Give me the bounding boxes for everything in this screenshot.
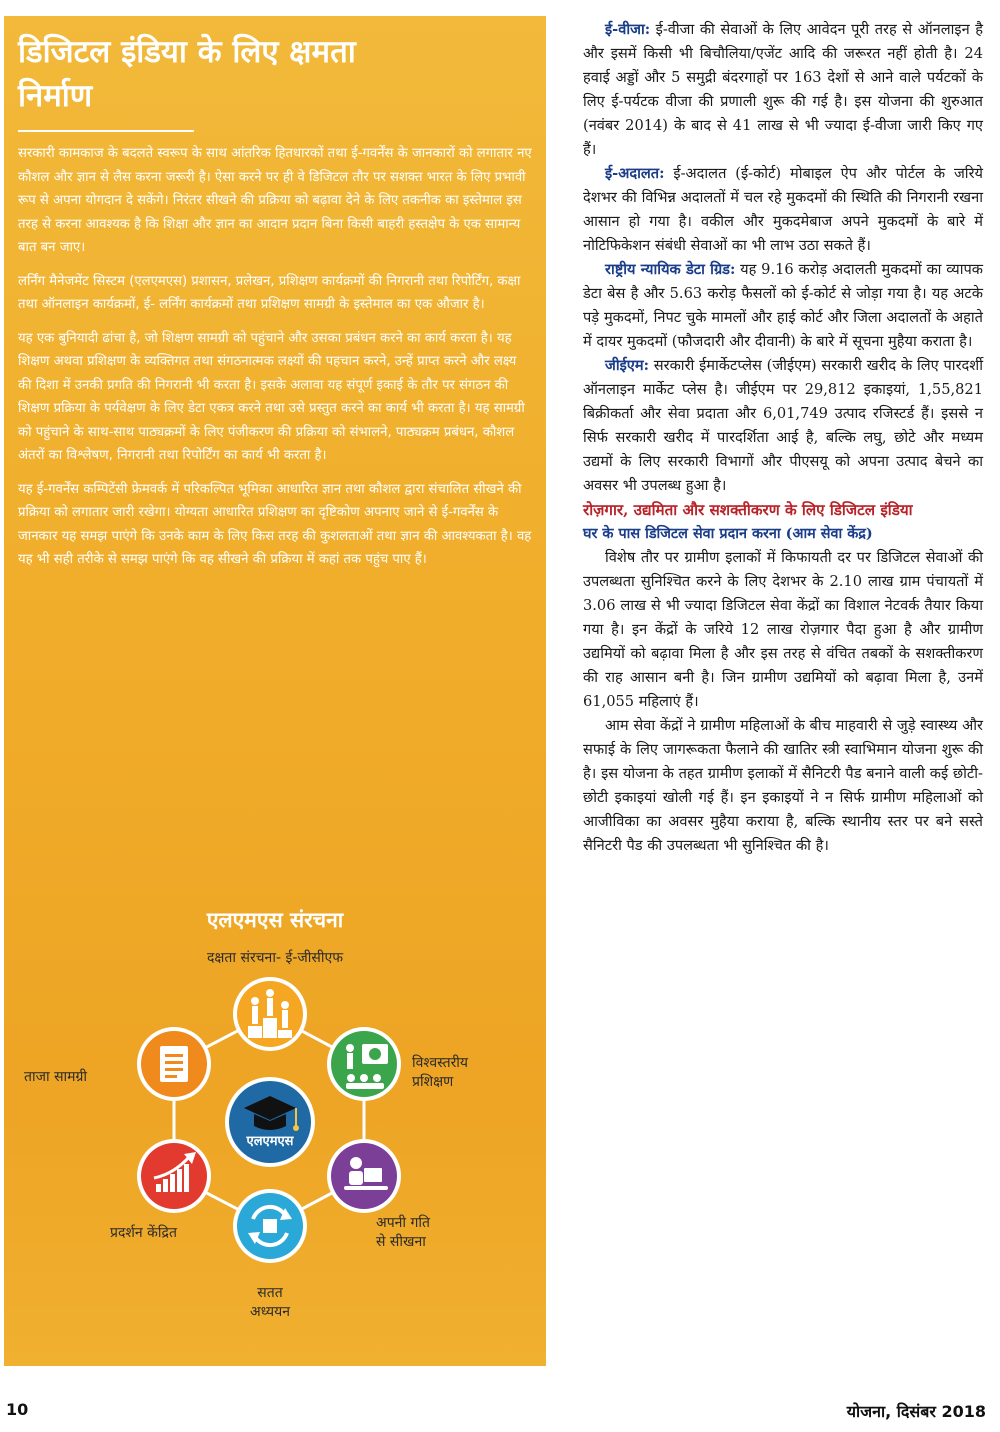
- document-icon: [160, 1046, 188, 1082]
- section-heading: रोज़गार, उद्यमिता और सशक्तीकरण के लिए डिजिटल इंडिया: [583, 501, 913, 519]
- label-fresh-material: ताजा सामग्री: [24, 1069, 88, 1085]
- njdg-paragraph: [583, 258, 983, 354]
- sidebar-title-line1: डिजिटल इंडिया के लिए क्षमता: [18, 34, 356, 70]
- node-performance: [137, 1139, 211, 1213]
- journal-footer: योजना, दिसंबर 2018: [846, 1402, 986, 1421]
- gem-paragraph: [583, 354, 983, 498]
- evisa-text: ई-वीजा की सेवाओं के लिए आवेदन पूरी तरह से ऑनलाइन है और इसमें किसी भी बिचौलिया/एजेंट आदि की जरूरत नहीं होती है। 24 हवाई अड्डों और 5 समुद्री बंदरगाहों पर 163 देशों से आने वाले पर्यटकों के लिए ई-पर्यटक वीजा की प्रणाली शुरू की गई है। इस योजना की शुरुआत (नवंबर 2014) के बाद से 41 लाख से भी ज्यादा ई-वीजा जारी किए गए हैं।: [583, 21, 983, 158]
- sidebar-paragraph: यह एक बुनियादी ढांचा है, जो शिक्षण सामग्री को पहुंचाने और उसका प्रबंधन करने का कार्य करता है। यह शिक्षण अथवा प्रशिक्षण के व्यक्तिगत तथा संगठनात्मक लक्ष्यों की पहचान करने, उन्हें प्राप्त करने और लक्ष्य की दिशा में उनकी प्रगति की निगरानी भी करता है। इसके अलावा यह संपूर्ण इकाई के तौर पर संगठन की शिक्षण प्रक्रिया के पर्यवेक्षण के लिए डेटा एकत्र करने तथा उसे प्रस्तुत करने का कार्य भी करता है। यह सामग्री को पहुंचाने के साथ-साथ पाठ्यक्रमों के लिए पंजीकरण की प्रक्रिया को संभालने, पाठ्यक्रम प्रबंधन, कौशल अंतरों का विश्लेषण, निगरानी तथा रिपोर्टिंग का कार्य भी करता है।: [18, 330, 525, 463]
- evisa-label: ई-वीजा:: [605, 21, 651, 38]
- sidebar-paragraph: यह ई-गवर्नेंस कम्पिटेंसी फ्रेमवर्क में परिकल्पित भूमिका आधारित ज्ञान तथा कौशल द्वारा संचालित सीखने की प्रक्रिया को लगातार जारी रखेगा। योग्यता आधारित प्रशिक्षण का दृष्टिकोण अपनाए जाने से ई-गवर्नेंस के जानकार यह समझ पाएंगे कि उनके काम के लिए किस तरह की कुशलताओं तथा ज्ञान की आवश्यकता है। वह यह भी सही तरीके से समझ पाएंगे कि वह सीखने की प्रक्रिया में कहां तक पहुंच पाए हैं।: [18, 481, 532, 567]
- title-divider: [18, 130, 194, 132]
- page-number: 10: [6, 1400, 29, 1419]
- main-column: [583, 18, 983, 858]
- sidebar-box: [4, 16, 546, 1366]
- center-label: एलएमएस: [246, 1134, 294, 1149]
- gem-label: जीईएम:: [605, 357, 649, 374]
- label-world-class: [412, 1054, 468, 1092]
- node-top: [233, 977, 307, 1051]
- njdg-label: राष्ट्रीय न्यायिक डेटा ग्रिड:: [605, 261, 736, 278]
- lms-structure-diagram: [4, 886, 546, 1356]
- node-continuous: [233, 1189, 307, 1263]
- node-world-class: [327, 1027, 401, 1101]
- ecourt-label: ई-अदालत:: [605, 165, 665, 182]
- sidebar-title: [18, 30, 532, 118]
- sub-heading: घर के पास डिजिटल सेवा प्रदान करना (आम सेवा केंद्र): [583, 525, 873, 542]
- sidebar-paragraph: सरकारी कामकाज के बदलते स्वरूप के साथ आंतरिक हितधारकों तथा ई-गवर्नेंस के जानकारों को लगातार नए कौशल और ज्ञान से लैस करना जरूरी है। ऐसा करने पर ही वे डिजिटल तौर पर सशक्त भारत के लिए प्रभावी रूप से अपना योगदान दे सकेंगे। निरंतर सीखने की प्रक्रिया को बढ़ावा देने के लिए तकनीक का इस्तेमाल इस तरह से करना आवश्यक है कि शिक्षा और ज्ञान का आदान प्रदान बिना किसी बाहरी हस्तक्षेप के एक सामान्य बात बन जाए।: [18, 146, 532, 255]
- label-performance: प्रदर्शन केंद्रित: [110, 1225, 177, 1241]
- njdg-text: यह 9.16 करोड़ अदालती मुकदमों का व्यापक डेटा बेस है और 5.63 करोड़ फैसलों को ई-कोर्ट से जोड़ा गया है। यह अटके पड़े मुकदमों, निपट चुके मामलों और हाई कोर्ट और जिला अदालतों के अहाते में दायर मुकदमों (फौजदारी और दीवानी) के बारे में सूचना मुहैया कराता है।: [583, 261, 983, 350]
- sidebar-title-line2: निर्माण: [18, 78, 93, 114]
- label-self-paced-line2: से सीखना: [376, 1234, 426, 1250]
- label-world-class-line1: विश्वस्तरीय: [412, 1055, 469, 1071]
- evisa-paragraph: [583, 18, 983, 162]
- label-world-class-line2: प्रशिक्षण: [412, 1074, 454, 1090]
- sidebar-paragraph: लर्निंग मैनेजमेंट सिस्टम (एलएमएस) प्रशासन, प्रलेखन, प्रशिक्षण कार्यक्रमों की निगरानी तथा रिपोर्टिंग, कक्षा तथा ऑनलाइन कार्यक्रमों, ई- लर्निंग कार्यक्रमों तथा प्रशिक्षण सामग्री के इस्तेमाल का एक औजार है।: [18, 273, 521, 312]
- label-continuous-line2: अध्ययन: [250, 1304, 290, 1320]
- diagram-title: एलएमएस संरचना: [206, 908, 344, 932]
- label-continuous-line1: सतत: [257, 1285, 283, 1301]
- gem-text: सरकारी ईमार्केटप्लेस (जीईएम) सरकारी खरीद के लिए पारदर्शी ऑनलाइन मार्केट प्लेस है। जीईएम पर 29,812 इकाइयां, 1,55,821 बिक्रीकर्ता और सेवा प्रदाता और 6,01,749 उत्पाद रजिस्टर्ड हैं। इससे न सिर्फ सरकारी खरीद में पारदर्शिता आई है, बल्कि लघु, छोटे और मध्यम उद्यमों के लिए सरकारी विभागों और पीएसयू को अपना उत्पाद बेचने का अवसर भी उपलब्ध हुआ है।: [583, 357, 983, 494]
- node-fresh-material: [137, 1027, 211, 1101]
- label-continuous: [240, 1284, 300, 1322]
- ecourt-paragraph: [583, 162, 983, 258]
- diagram-subtitle: दक्षता संरचना- ई-जीसीएफ: [206, 950, 344, 966]
- ecourt-text: ई-अदालत (ई-कोर्ट) मोबाइल ऐप और पोर्टल के जरिये देशभर की विभिन्न अदालतों में चल रहे मुकदमों की स्थिति की निगरानी रखना आसान हो गया है। वकील और मुकदमेबाज अपने मुकदमों के बारे में नोटिफिकेशन संबंधी सेवाओं का भी लाभ उठा सकते हैं।: [583, 165, 983, 254]
- label-self-paced-line1: अपनी गति: [376, 1215, 430, 1231]
- node-self-paced: [327, 1139, 401, 1213]
- csc-paragraph-1: विशेष तौर पर ग्रामीण इलाकों में किफायती दर पर डिजिटल सेवाओं की उपलब्धता सुनिश्चित करने के लिए देशभर के 2.10 लाख ग्राम पंचायतों में 3.06 लाख से भी ज्यादा डिजिटल सेवा केंद्रों का विशाल नेटवर्क तैयार किया गया है। इन केंद्रों के जरिये 12 लाख रोज़गार पैदा हुआ है और ग्रामीण उद्यमियों को बढ़ावा मिला है और इस तरह से वंचित तबकों के सशक्तीकरण की राह आसान बनी है। जिन ग्रामीण उद्यमियों को बढ़ावा मिला है, उनमें 61,055 महिलाएं हैं।: [583, 549, 983, 710]
- label-self-paced: [376, 1214, 430, 1252]
- node-center-lms: [225, 1077, 315, 1167]
- csc-paragraph-2: आम सेवा केंद्रों ने ग्रामीण महिलाओं के बीच माहवारी से जुड़े स्वास्थ्य और सफाई के लिए जागरूकता फैलाने की खातिर स्त्री स्वाभिमान योजना शुरू की है। इस योजना के तहत ग्रामीण इलाकों में सैनिटरी पैड बनाने वाली कई छोटी-छोटी इकाइयां खोली गई हैं। इन इकाइयों ने न सिर्फ ग्रामीण महिलाओं को आजीविका का अवसर मुहैया कराया है, बल्कि स्थानीय स्तर पर बने सस्ते सैनिटरी पैड की उपलब्धता भी सुनिश्चित की है।: [583, 717, 983, 854]
